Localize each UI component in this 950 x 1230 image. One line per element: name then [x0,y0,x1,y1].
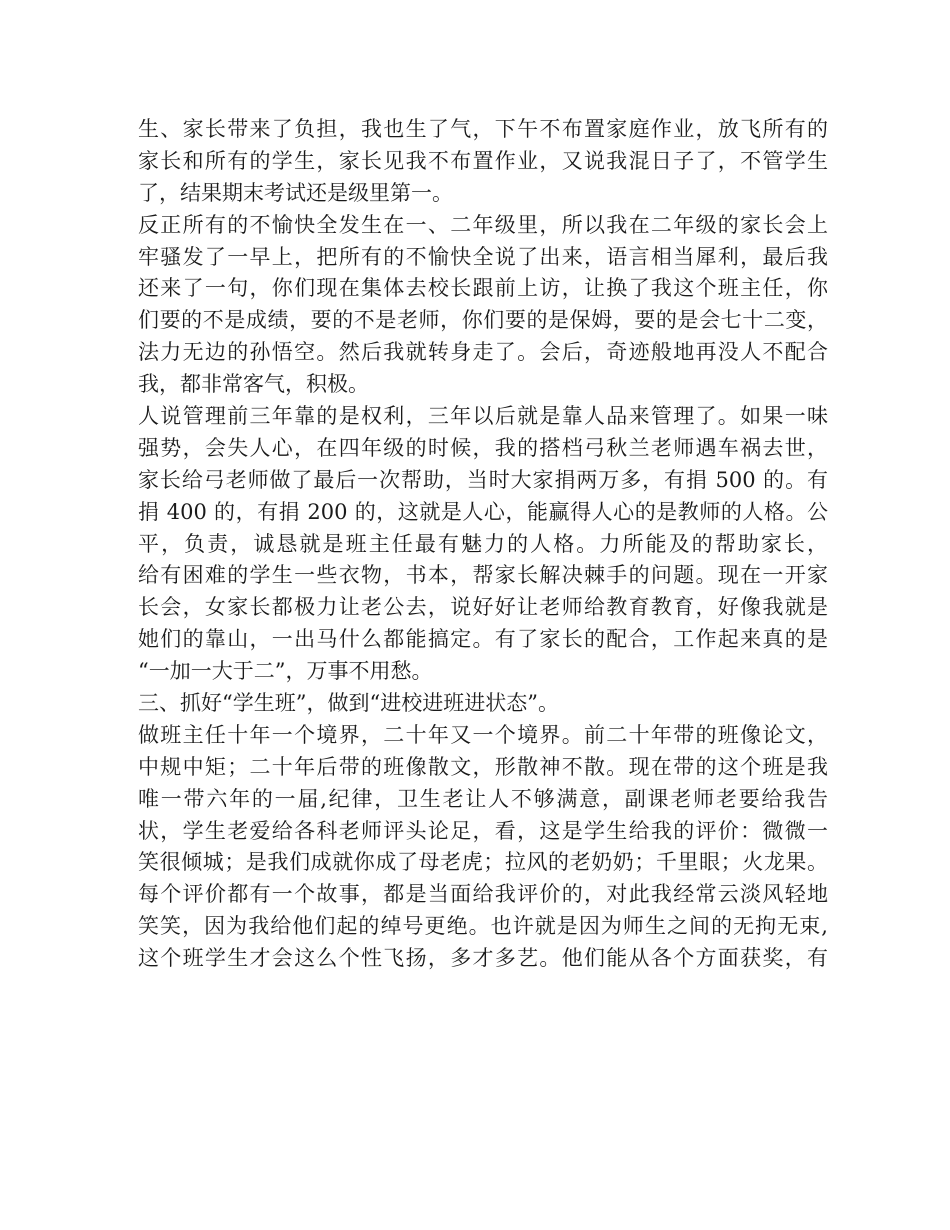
text-line: 给有困难的学生一些衣物，书本，帮家长解决棘手的问题。现在一开家 [138,563,828,588]
text-line: 做班主任十年一个境界，二十年又一个境界。前二十年带的班像论文， [138,722,828,747]
text-line: 状，学生老爱给各科老师评头论足，看，这是学生给我的评价：微微一 [138,818,828,843]
text-line: 家长和所有的学生，家长见我不布置作业，又说我混日子了，不管学生 [138,148,828,173]
text-line: 唯一带六年的一届,纪律，卫生老让人不够满意，副课老师老要给我告 [138,786,828,811]
text-line: 笑笑，因为我给他们起的绰号更绝。也许就是因为师生之间的无拘无束, [138,914,828,939]
body-text [138,114,828,975]
text-line: 们要的不是成绩，要的不是老师，你们要的是保姆，要的是会七十二变， [138,308,828,333]
text-line: 捐 400 的，有捐 200 的，这就是人心，能赢得人心的是教师的人格。公 [138,499,828,524]
text-line: 我，都非常客气，积极。 [138,372,369,397]
text-line: 每个评价都有一个故事，都是当面给我评价的，对此我经常云淡风轻地 [138,882,828,907]
text-line: 生、家长带来了负担，我也生了气，下午不布置家庭作业，放飞所有的 [138,117,828,141]
text-line: 这个班学生才会这么个性飞扬，多才多艺。他们能从各个方面获奖，有 [138,946,828,971]
text-line: 平，负责，诚恳就是班主任最有魅力的人格。力所能及的帮助家长， [138,531,828,556]
text-line: 中规中矩；二十年后带的班像散文，形散神不散。现在带的这个班是我 [138,754,828,779]
text-line: 长会，女家长都极力让老公去，说好好让老师给教育教育，好像我就是 [138,595,828,620]
text-line: “一加一大于二”，万事不用愁。 [138,659,433,684]
text-line: 人说管理前三年靠的是权利，三年以后就是靠人品来管理了。如果一味 [138,404,828,429]
text-line: 了，结果期末考试还是级里第一。 [138,180,453,205]
text-line: 反正所有的不愉快全发生在一、二年级里，所以我在二年级的家长会上 [138,212,828,237]
text-line: 她们的靠山，一出马什么都能搞定。有了家长的配合，工作起来真的是 [138,627,828,652]
text-line: 牢骚发了一早上，把所有的不愉快全说了出来，语言相当犀利，最后我 [138,244,828,269]
text-line: 强势，会失人心，在四年级的时候，我的搭档弓秋兰老师遇车祸去世， [138,435,828,460]
text-line: 还来了一句，你们现在集体去校长跟前上访，让换了我这个班主任，你 [138,276,828,301]
text-line: 三、抓好“学生班”，做到“进校进班进状态”。 [138,691,559,716]
text-line: 家长给弓老师做了最后一次帮助，当时大家捐两万多，有捐 500 的。有 [138,467,828,492]
text-line: 法力无边的孙悟空。然后我就转身走了。会后，奇迹般地再没人不配合 [138,340,828,365]
text-line: 笑很倾城；是我们成就你成了母老虎；拉风的老奶奶；千里眼；火龙果。 [138,850,828,875]
